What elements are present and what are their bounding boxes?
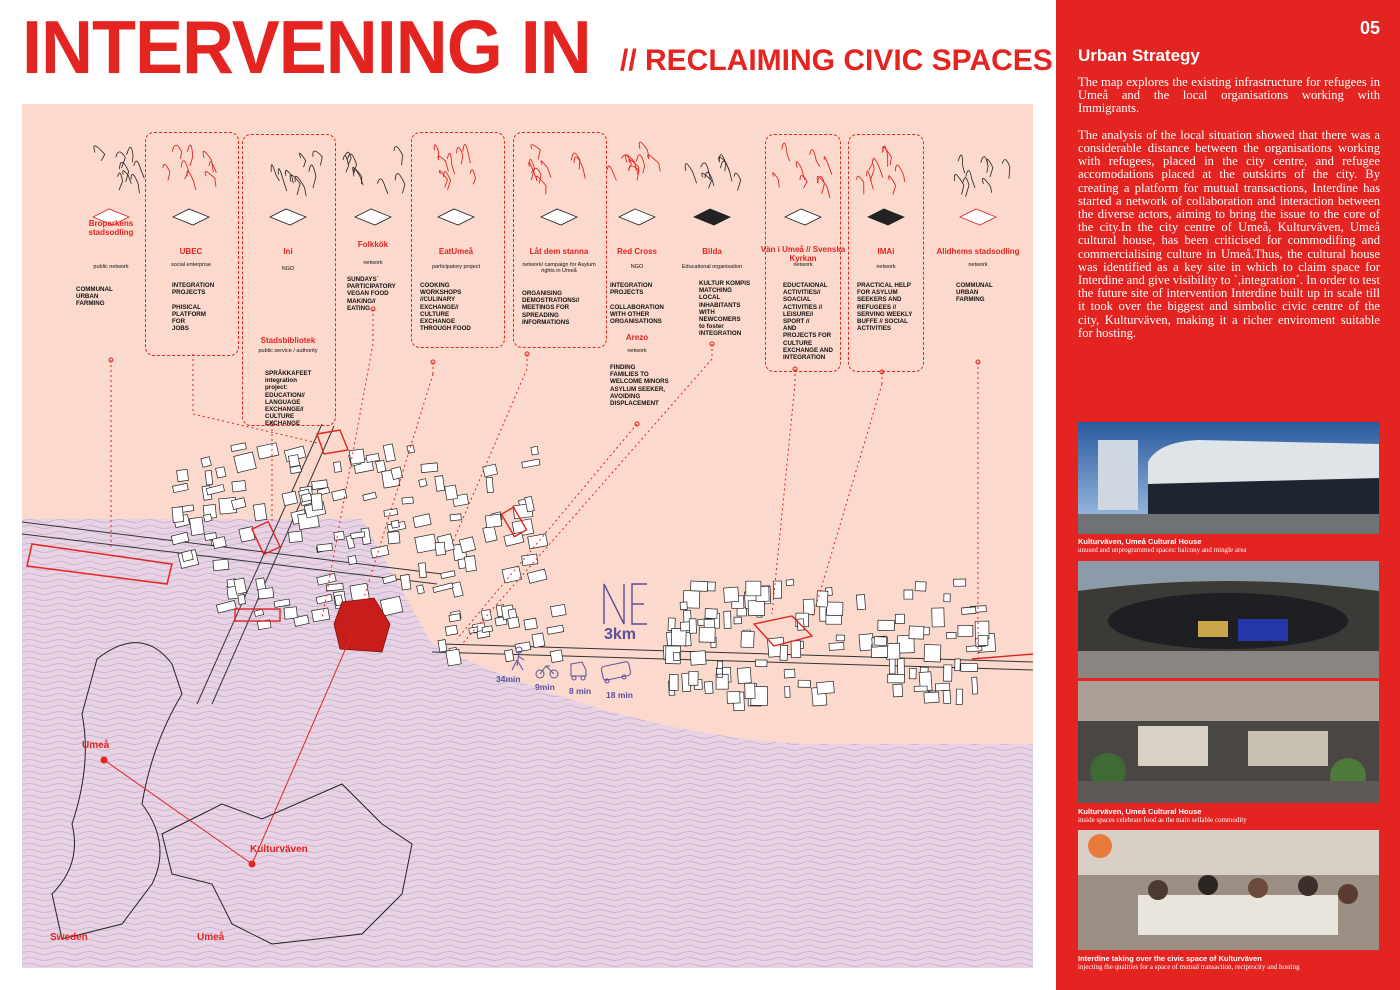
- sketch-stroke: [470, 170, 475, 185]
- city-block: [746, 581, 761, 596]
- city-block: [944, 665, 952, 681]
- city-block: [817, 681, 835, 694]
- sketch-stroke: [394, 147, 403, 166]
- sketch-stroke: [531, 145, 540, 160]
- kulturvaven-dot: [249, 861, 256, 868]
- org-building-icon: [785, 209, 821, 225]
- city-block: [446, 649, 461, 666]
- city-block: [524, 618, 538, 630]
- caption-2-sub: inside spaces celebrate food as the main sellable commodity: [1078, 816, 1247, 824]
- photo-interdine-event: [1078, 830, 1379, 950]
- sketch-stroke: [963, 178, 969, 197]
- city-block: [253, 504, 267, 521]
- city-block: [451, 582, 463, 597]
- sketch-stroke: [187, 171, 196, 190]
- city-block: [238, 594, 246, 604]
- city-block: [312, 608, 330, 622]
- city-block: [943, 690, 951, 703]
- panel-paragraph-1: The map explores the existing infrastructure for refugees in Umeå and the local organisations working with Immigrants.: [1078, 75, 1384, 116]
- org-type-10: network: [793, 262, 813, 268]
- city-block: [856, 595, 865, 610]
- org-desc-6: ORGANISING DEMOSTRATIONS// MEETINGS FOR SPREADING INFORMATIONS: [522, 290, 580, 326]
- city-block: [464, 556, 476, 572]
- city-block: [978, 635, 988, 645]
- sketch-stroke: [299, 153, 305, 167]
- city-block: [914, 686, 927, 691]
- city-block: [282, 491, 298, 505]
- org-desc-3: SPRÅKKAFEET integration project: EDUCATION// LANGUAGE EXCHANGE// CULTURE EXCHANGE: [265, 370, 312, 428]
- sketch-stroke: [131, 174, 139, 193]
- travel-bike-time: 9min: [535, 682, 555, 692]
- city-block: [459, 537, 475, 553]
- org-name-4: Folkkök: [357, 240, 389, 249]
- photo-kulturvaven-exterior: [1078, 422, 1379, 534]
- city-block: [955, 659, 961, 671]
- sketch-stroke: [529, 159, 534, 180]
- org-type-1: social enterprise: [170, 262, 212, 268]
- photo-kulturvaven-interior: [1078, 561, 1379, 678]
- city-block: [213, 559, 229, 571]
- org-desc-1: INTEGRATION PROJECTS PHISICAL PLATFORM FOR JOBS: [172, 282, 215, 333]
- sketch-stroke: [172, 145, 182, 159]
- city-block: [288, 455, 299, 467]
- sketch-stroke: [456, 147, 462, 164]
- sketch-stroke: [395, 174, 405, 194]
- city-block: [189, 517, 204, 536]
- compass-ne-icon: [604, 584, 647, 624]
- org-name-8: Arezo: [625, 333, 649, 342]
- city-block: [748, 600, 765, 615]
- sketch-stroke: [883, 147, 892, 165]
- panel-heading: Urban Strategy: [1078, 46, 1200, 65]
- bike-icon: [536, 666, 558, 678]
- sketch-stroke: [882, 146, 887, 167]
- city-block: [547, 625, 564, 634]
- sketch-stroke: [857, 176, 864, 194]
- city-block: [689, 671, 698, 685]
- city-block: [402, 497, 414, 504]
- sketch-stroke: [116, 152, 126, 168]
- label-umea-region: Umeå: [197, 932, 225, 943]
- org-name-6: Låt dem stanna: [529, 247, 589, 256]
- city-block: [445, 625, 458, 636]
- city-block: [707, 582, 715, 591]
- city-block: [669, 675, 678, 691]
- city-block: [332, 489, 347, 501]
- org-building-icon: [173, 209, 209, 225]
- photo-kulturvaven-food: [1078, 681, 1379, 803]
- city-block: [699, 627, 715, 642]
- sketch-stroke: [463, 144, 471, 163]
- city-block: [958, 625, 973, 636]
- city-block: [435, 542, 446, 555]
- sketch-stroke: [438, 156, 449, 171]
- org-type-3: public service / authority: [258, 348, 318, 354]
- city-block: [528, 534, 548, 549]
- sketch-stroke: [309, 165, 316, 188]
- city-block: [724, 587, 739, 602]
- caption-3-sub: injecting the qualities for a space of mutual transaction, reciprocity and hosting: [1078, 963, 1300, 971]
- sketch-stroke: [810, 150, 820, 167]
- city-block: [680, 602, 687, 610]
- city-block: [311, 493, 323, 510]
- city-block: [201, 457, 212, 468]
- city-block: [383, 444, 395, 462]
- org-desc-4: SUNDAYS` PARTICIPATORY VEGAN FOOD MAKING// EATING: [347, 276, 396, 312]
- city-block: [878, 620, 895, 630]
- panel-paragraph-2: The analysis of the local situation showed that there was a considerable distance between the organisations working with refugees, placed in the city centre, and refugee accomodations placed at the outskirts of the city. By creating a platform for mutual transactions, Interdine has started a network of collaboration and interaction between the diverse actors, aiming to bring the issue to the core of the city.In the city centre of Umeå, Kulturväven, Umeå cultural house, has been criticised for commodifing and commercialising culture in Umeå.Thus, the cultural house was identified as a key site in which to claim space for Interdine and give visibility to `,integration´. In order to test the future site of intervention Interdine built up in scale till it took over the biggest and simbolic civic centre of the city, Kulturväven, making it a richer enviroment suitable for hosting.: [1078, 127, 1384, 340]
- city-block: [400, 574, 411, 590]
- city-block: [898, 658, 905, 675]
- city-block: [527, 569, 547, 583]
- org-desc-9: KULTUR KOMPIS MATCHING LOCAL INHABITANTS WITH NEWCOMERS to foster INTEGRATION: [699, 280, 751, 338]
- sketch-stroke: [571, 153, 580, 170]
- org-type-4: network: [363, 260, 383, 266]
- city-block: [932, 608, 945, 627]
- city-block: [716, 669, 722, 675]
- city-block: [469, 627, 478, 633]
- sketch-stroke: [313, 151, 322, 166]
- city-block: [550, 604, 566, 617]
- city-block: [508, 617, 520, 629]
- org-name-0: Broparkens stadsodling: [88, 219, 134, 237]
- city-block: [972, 677, 978, 694]
- org-building-icon: [438, 209, 474, 225]
- city-block: [333, 462, 341, 473]
- city-block: [384, 509, 398, 517]
- city-block: [803, 599, 814, 615]
- city-block: [874, 637, 887, 646]
- sketch-stroke: [869, 164, 874, 181]
- city-block: [531, 446, 538, 455]
- city-block: [421, 463, 438, 473]
- sketch-stroke: [889, 176, 896, 195]
- org-type-7: NGO: [630, 264, 644, 270]
- city-block: [745, 683, 755, 698]
- city-block: [284, 607, 298, 619]
- org-name-11: IMAi: [877, 247, 895, 256]
- city-block: [205, 470, 213, 485]
- city-block: [348, 556, 357, 565]
- car-icon: [571, 662, 586, 680]
- org-building-icon: [960, 209, 996, 225]
- sketch-stroke: [607, 166, 616, 180]
- city-block: [417, 585, 425, 594]
- page-subtitle: // RECLAIMING CIVIC SPACES: [620, 44, 1053, 77]
- city-block: [741, 631, 754, 647]
- city-block: [349, 449, 365, 464]
- city-block: [784, 669, 795, 678]
- city-block: [705, 609, 717, 619]
- sketch-stroke: [181, 161, 188, 179]
- urban-strategy-map: [22, 104, 1033, 968]
- travel-bus-time: 18 min: [606, 690, 633, 700]
- page-title: INTERVENING IN: [22, 6, 591, 90]
- sketch-stroke: [734, 173, 741, 191]
- city-block: [366, 453, 379, 462]
- org-name-5: EatUmeå: [438, 247, 474, 256]
- org-name-7: Red Cross: [616, 247, 657, 256]
- org-name-3: Stadsbibliotek: [260, 336, 316, 345]
- org-desc-12: COMMUNAL URBAN FARMING: [956, 282, 993, 304]
- city-block: [419, 479, 427, 487]
- label-kulturvaven: Kulturväven: [250, 844, 308, 855]
- city-block: [449, 614, 461, 622]
- label-sweden: Sweden: [50, 932, 88, 943]
- sketch-stroke: [536, 176, 546, 194]
- org-name-10: Vän i Umeå // Svenska Kyrkan: [760, 245, 846, 263]
- umea-dot: [101, 757, 108, 764]
- city-block: [944, 594, 950, 602]
- org-type-11: network: [876, 264, 896, 270]
- city-block: [798, 680, 810, 687]
- city-block: [504, 650, 514, 662]
- org-type-5: participatory project: [432, 264, 480, 270]
- sketch-stroke: [203, 151, 213, 172]
- org-name-2: Ini: [283, 247, 293, 256]
- city-block: [177, 469, 189, 481]
- city-block: [334, 531, 345, 540]
- sketch-stroke: [648, 155, 661, 172]
- sketch-stroke: [701, 163, 711, 179]
- travel-walk-time: 34min: [496, 674, 521, 684]
- org-building-icon: [694, 209, 730, 225]
- city-block: [893, 684, 903, 697]
- city-block: [504, 532, 524, 546]
- city-block: [415, 534, 437, 553]
- caption-1-title: Kulturväven, Umeå Cultural House: [1078, 537, 1202, 546]
- city-block: [924, 644, 941, 661]
- org-type-0: public network: [93, 264, 129, 270]
- org-type-6: network/ campaign for Asylum rights in Umeå: [522, 262, 596, 274]
- info-panel: [1056, 0, 1400, 990]
- org-type-12: network: [968, 262, 988, 268]
- sketch-stroke: [94, 146, 105, 161]
- city-block: [288, 531, 302, 543]
- sketch-stroke: [163, 164, 170, 180]
- city-block: [836, 635, 844, 641]
- travel-car-time: 8 min: [569, 686, 592, 696]
- city-block: [445, 485, 458, 500]
- city-block: [522, 459, 540, 468]
- org-building-icon: [868, 209, 904, 225]
- org-desc-0: COMMUNAL URBAN FARMING: [76, 286, 113, 308]
- org-name-9: Bilda: [702, 247, 722, 256]
- panel-text: [1078, 75, 1384, 340]
- sketch-stroke: [981, 157, 988, 173]
- city-block: [522, 554, 538, 566]
- city-block: [829, 643, 844, 651]
- city-block: [915, 582, 926, 592]
- sketch-stroke: [954, 174, 963, 194]
- caption-1-sub: unused and unprogrammed spaces: balcony and mingle area: [1078, 546, 1247, 554]
- city-block: [173, 483, 189, 492]
- city-block: [172, 507, 184, 523]
- org-desc-11: PRACTICAL HELP FOR ASYLUM SEEKERS AND REFUGEES // SERVING WEEKLY BUFFE // SOCIAL ACTIVITIES: [857, 282, 913, 333]
- city-block: [704, 681, 713, 693]
- org-name-12: Alidhems stadsodling: [936, 247, 1020, 256]
- city-block: [419, 563, 427, 578]
- sketch-stroke: [127, 147, 133, 162]
- sketch-stroke: [958, 155, 965, 173]
- org-building-icon: [355, 209, 391, 225]
- city-block: [785, 686, 791, 697]
- city-block: [956, 689, 962, 704]
- city-block: [363, 492, 377, 501]
- sketch-stroke: [205, 171, 216, 186]
- city-block: [904, 590, 913, 599]
- city-block: [734, 617, 741, 624]
- city-block: [690, 651, 706, 666]
- city-block: [231, 443, 247, 452]
- city-block: [203, 514, 212, 522]
- sketch-stroke: [541, 161, 551, 178]
- city-block: [257, 443, 279, 459]
- city-block: [826, 602, 843, 616]
- city-block: [724, 611, 731, 628]
- org-desc-5: COOKING WORKSHOPS //CULINARY EXCHANGE// CULTURE EXCHANGE THROUGH FOOD: [420, 282, 471, 333]
- org-building-icon: [270, 209, 306, 225]
- sketch-stroke: [782, 143, 790, 161]
- city-block: [924, 692, 939, 703]
- city-block: [326, 583, 343, 591]
- city-block: [438, 640, 447, 652]
- org-type-9: Educational organisation: [681, 264, 743, 270]
- city-block: [258, 588, 274, 599]
- org-building-icon: [541, 209, 577, 225]
- city-block: [673, 652, 680, 661]
- city-block: [532, 633, 545, 648]
- org-name-1: UBEC: [179, 247, 203, 256]
- city-block: [216, 467, 226, 478]
- city-block: [780, 645, 788, 660]
- page-number: 05: [1359, 18, 1380, 38]
- city-block: [817, 591, 828, 607]
- city-block: [786, 580, 794, 586]
- city-block: [376, 460, 386, 472]
- city-block: [689, 619, 696, 634]
- sketch-stroke: [983, 178, 992, 192]
- org-desc-8: FINDING FAMILIES TO WELCOME MINORS ASYLUM SEEKER, AVOIDING DISPLACEMENT: [610, 364, 669, 408]
- org-type-2: NGO: [281, 266, 295, 272]
- org-type-8: network: [627, 348, 647, 354]
- compass-distance: 3km: [604, 626, 637, 643]
- org-desc-10: EDUCTAIONAL ACTIVITIES// SOACIAL ACTIVITIES // LEISURE// SPORT // AND PROJECTS FOR CULTURE EXCHANGE AND INTEGRATION: [783, 282, 833, 362]
- city-block: [317, 544, 332, 552]
- label-umea-city: Umeå: [82, 740, 110, 751]
- sketch-stroke: [895, 165, 904, 182]
- city-block: [182, 550, 194, 561]
- city-block: [485, 514, 502, 528]
- city-block: [954, 579, 966, 586]
- sketch-stroke: [134, 161, 145, 178]
- city-block: [435, 476, 445, 492]
- city-block: [486, 477, 493, 493]
- city-block: [441, 571, 456, 579]
- city-block: [388, 531, 400, 544]
- sketch-stroke: [117, 173, 122, 190]
- city-block: [391, 467, 403, 480]
- sketch-stroke: [685, 164, 696, 184]
- city-block: [413, 514, 431, 528]
- city-block: [888, 674, 905, 683]
- city-block: [550, 650, 563, 663]
- city-block: [502, 566, 522, 583]
- org-building-icon: [619, 209, 655, 225]
- org-desc-7: INTEGRATION PROJECTS COLLABORATION WITH OTHER ORGANISATIONS: [610, 282, 664, 326]
- city-block: [895, 614, 904, 623]
- city-block: [791, 641, 801, 658]
- city-block: [947, 632, 957, 638]
- city-block: [727, 691, 740, 703]
- city-block: [909, 626, 924, 639]
- city-block: [961, 607, 976, 615]
- sketch-stroke: [824, 157, 832, 175]
- city-block: [755, 660, 767, 667]
- city-block: [737, 667, 751, 683]
- city-block: [391, 520, 399, 528]
- sketch-stroke: [1002, 160, 1010, 179]
- sketch-stroke: [187, 145, 192, 166]
- city-block: [483, 526, 497, 543]
- sketch-stroke: [377, 179, 388, 194]
- city-block: [232, 480, 246, 491]
- city-block: [935, 683, 949, 691]
- city-block: [450, 514, 461, 521]
- sketch-stroke: [773, 173, 780, 188]
- sketch-stroke: [119, 162, 128, 182]
- sketch-stroke: [285, 170, 293, 183]
- city-block: [909, 668, 916, 679]
- caption-2-title: Kulturväven, Umeå Cultural House: [1078, 807, 1202, 816]
- city-block: [961, 664, 978, 672]
- city-block: [234, 452, 257, 473]
- caption-3-title: Interdine taking over the civic space of Kulturväven: [1078, 954, 1262, 963]
- city-block: [691, 581, 708, 591]
- bus-icon: [601, 661, 631, 683]
